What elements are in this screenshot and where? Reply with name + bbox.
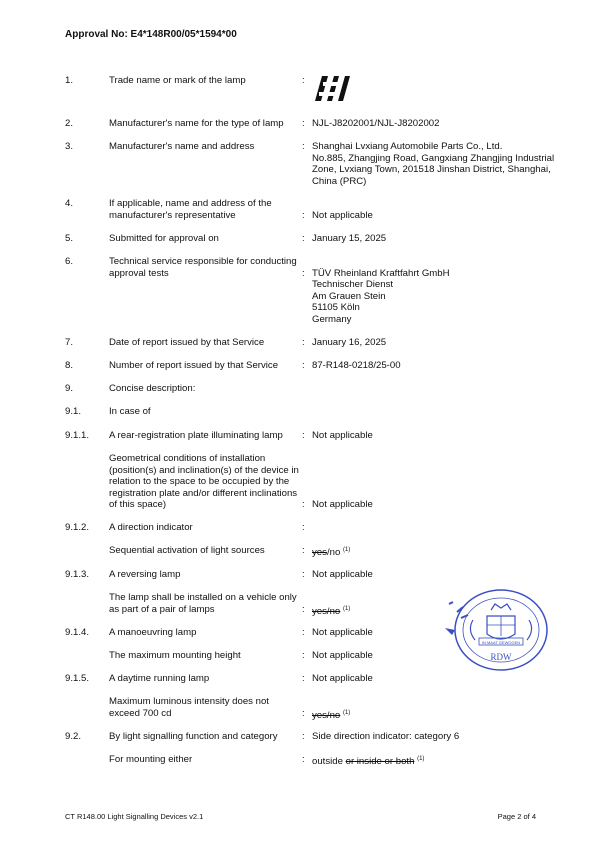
rdw-stamp bbox=[443, 578, 553, 673]
lamp-trade-mark-logo bbox=[313, 72, 351, 106]
footer-document-id: CT R148.00 Light Signalling Devices v2.1 bbox=[65, 812, 204, 821]
approval-number: Approval No: E4*148R00/05*1594*00 bbox=[65, 29, 237, 40]
stamp-motto: IN MAAT GEWOGEN bbox=[481, 640, 521, 645]
stamp-rdw-text: RDW bbox=[490, 652, 512, 662]
footer-page-number: Page 2 of 4 bbox=[497, 812, 536, 821]
